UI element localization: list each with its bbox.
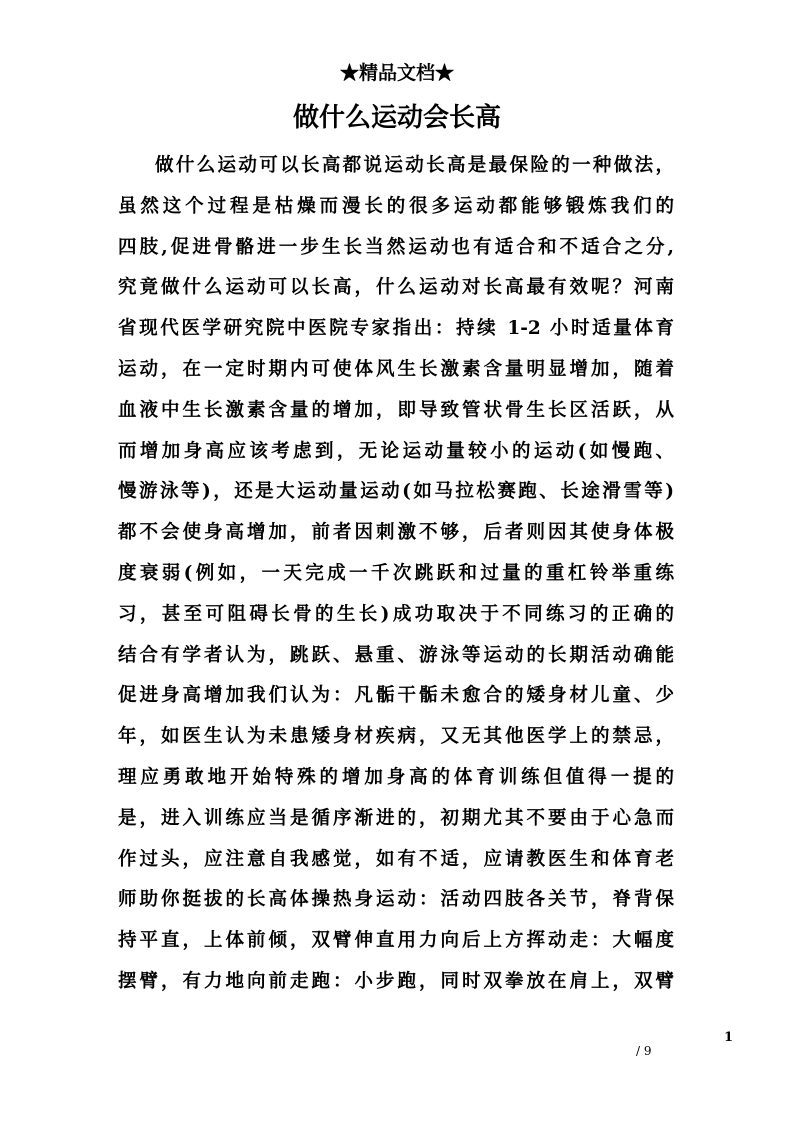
text-line: 而增加身高应该考虑到，无论运动量较小的运动(如慢跑、 — [118, 440, 674, 462]
text-line: 运动，在一定时期内可使体风生长激素含量明显增加，随着 — [118, 358, 674, 380]
text-line: 理应勇敢地开始特殊的增加身高的体育训练但值得一提的 — [118, 766, 674, 788]
text-line: 都不会使身高增加，前者因刺激不够，后者则因其使身体极 — [118, 522, 674, 544]
text-line: 究竟做什么运动可以长高，什么运动对长高最有效呢？河南 — [118, 277, 674, 299]
document-header: ★精品文档★ — [339, 62, 454, 84]
text-line: 虽然这个过程是枯燥而漫长的很多运动都能够锻炼我们的 — [118, 195, 674, 217]
text-line: 促进身高增加我们认为：凡骺干骺未愈合的矮身材儿童、少 — [118, 685, 674, 707]
text-line: 持平直，上体前倾，双臂伸直用力向后上方挥动走：大幅度 — [118, 930, 674, 952]
text-line: 慢游泳等)，还是大运动量运动(如马拉松赛跑、长途滑雪等) — [118, 481, 674, 503]
text-line: 四肢,促进骨骼进一步生长当然运动也有适合和不适合之分, — [118, 236, 674, 258]
text-line: 做什么运动可以长高都说运动长高是最保险的一种做法， — [155, 155, 674, 176]
page-count: / 9 — [636, 1044, 652, 1058]
text-line: 度衰弱(例如，一天完成一千次跳跃和过量的重杠铃举重练 — [118, 562, 674, 584]
document-title: 做什么运动会长高 — [292, 103, 501, 133]
text-line: 年，如医生认为未患矮身材疾病，又无其他医学上的禁忌， — [118, 726, 674, 748]
page-number: 1 — [724, 1030, 734, 1045]
text-line: 是，进入训练应当是循序渐进的，初期尤其不要由于心急而 — [118, 807, 674, 829]
text-line: 结合有学者认为，跳跃、悬重、游泳等运动的长期活动确能 — [118, 644, 674, 666]
text-line: 习，甚至可阻碍长骨的生长)成功取决于不同练习的正确的 — [118, 603, 674, 625]
text-line: 作过头，应注意自我感觉，如有不适，应请教医生和体育老 — [118, 848, 674, 870]
body-text — [118, 146, 674, 1003]
text-line: 血液中生长激素含量的增加，即导致管状骨生长区活跃，从 — [118, 399, 674, 421]
text-line: 摆臂，有力地向前走跑：小步跑，同时双拳放在肩上，双臂 — [118, 970, 674, 992]
text-line: 省现代医学研究院中医院专家指出：持续 1-2 小时适量体育 — [118, 318, 674, 340]
text-line: 师助你挺拔的长高体操热身运动：活动四肢各关节，脊背保 — [118, 889, 674, 911]
